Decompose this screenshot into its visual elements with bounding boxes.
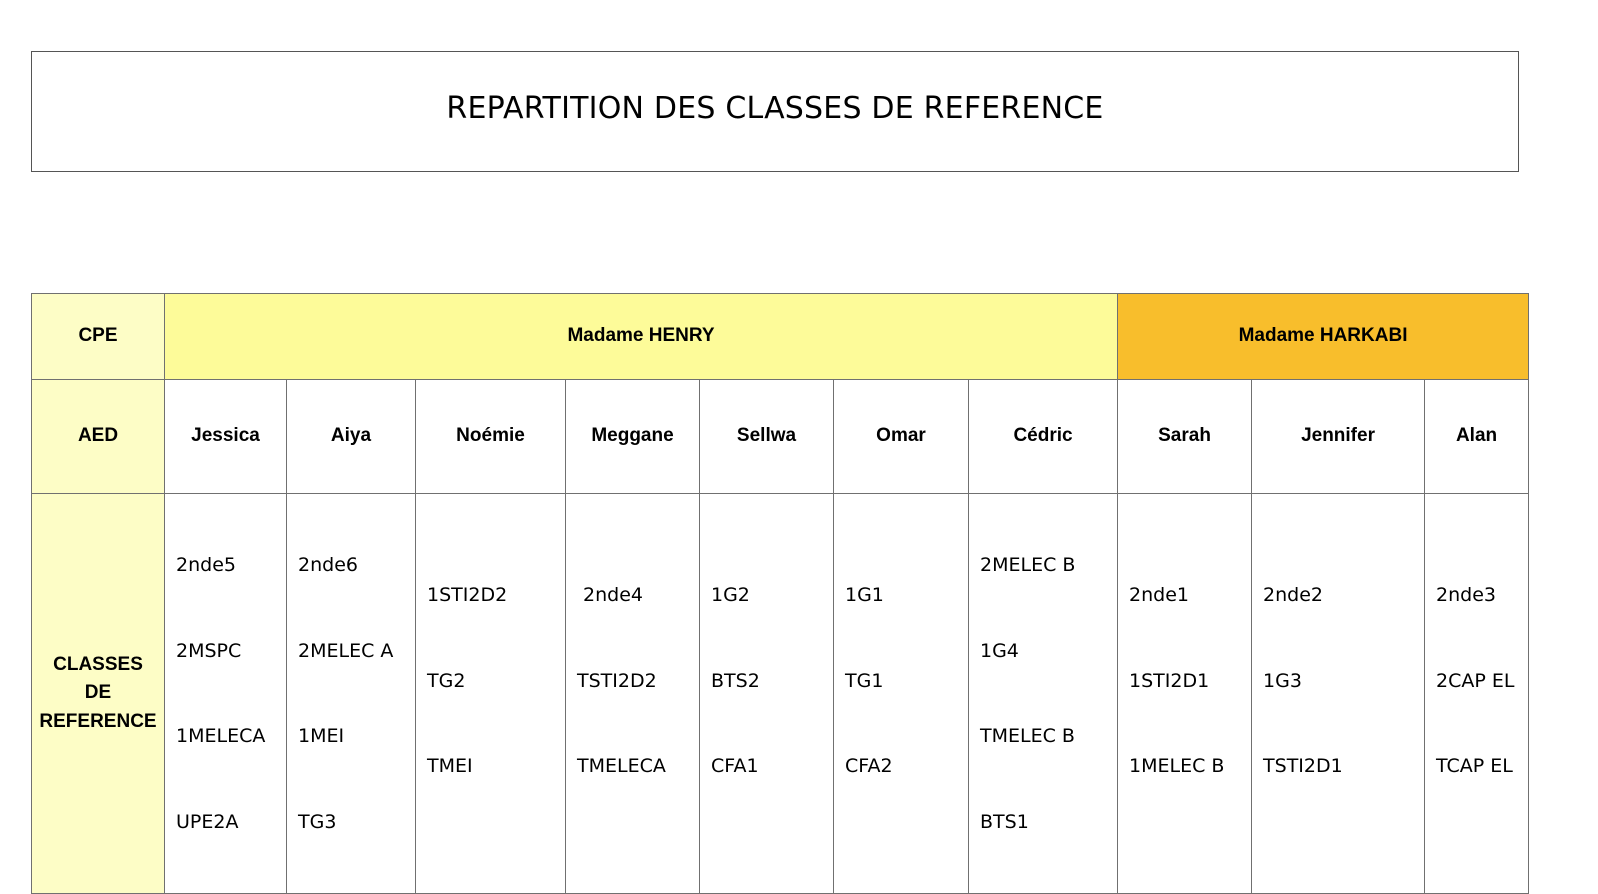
classes-label-line: REFERENCE (39, 710, 157, 732)
class-item: BTS1 (980, 810, 1029, 833)
class-item: 1MEI (298, 725, 345, 747)
title-box (31, 51, 1519, 172)
class-item: TMEI (427, 755, 473, 777)
aed-label: AED (32, 380, 165, 494)
class-item: TSTI2D2 (577, 669, 657, 692)
class-item: 2MELEC A (298, 639, 394, 662)
class-item: 2nde3 (1436, 584, 1496, 606)
aed-name: Aiya (287, 380, 416, 494)
aed-name: Noémie (416, 380, 566, 494)
classes-cell (1425, 494, 1529, 894)
class-item: 2CAP EL (1436, 669, 1515, 692)
classes-cell (416, 494, 566, 894)
aed-name: Cédric (969, 380, 1118, 494)
class-item: TG2 (427, 669, 466, 692)
aed-name: Alan (1425, 380, 1529, 494)
class-item: UPE2A (176, 810, 239, 833)
classes-cell (969, 494, 1118, 894)
class-item: TCAP EL (1436, 755, 1513, 777)
class-item: TG3 (298, 810, 337, 833)
class-item: CFA2 (845, 755, 893, 777)
class-item: 2nde6 (298, 554, 358, 576)
class-item: 2nde5 (176, 554, 236, 576)
class-item: TG1 (845, 669, 884, 692)
aed-row (32, 380, 1529, 494)
class-item: 1G4 (980, 639, 1019, 662)
aed-name: Sarah (1118, 380, 1252, 494)
class-item: 2nde2 (1263, 584, 1323, 606)
classes-cell (566, 494, 700, 894)
class-item: 2nde4 (577, 584, 644, 606)
class-item: BTS2 (711, 669, 760, 692)
classes-cell (1252, 494, 1425, 894)
class-item: 1MELEC B (1129, 755, 1225, 777)
class-item: 2MSPC (176, 639, 242, 662)
class-item: 1G1 (845, 584, 884, 606)
page-title: REPARTITION DES CLASSES DE REFERENCE (446, 91, 1104, 126)
classes-cell (287, 494, 416, 894)
classes-cell (700, 494, 834, 894)
class-item: 1STI2D2 (427, 584, 508, 606)
class-item: 2MELEC B (980, 554, 1076, 576)
classes-label-line: CLASSES (53, 653, 143, 675)
class-item: 2nde1 (1129, 584, 1189, 606)
classes-cell (165, 494, 287, 894)
aed-name: Sellwa (700, 380, 834, 494)
class-item: 1MELECA (176, 725, 266, 747)
cpe-label: CPE (32, 294, 165, 380)
class-item: 1G3 (1263, 669, 1302, 692)
classes-row (32, 494, 1529, 894)
class-item: 1G2 (711, 584, 750, 606)
classes-label (32, 494, 165, 894)
cpe-row (32, 294, 1529, 380)
aed-name: Jennifer (1252, 380, 1425, 494)
class-item: TSTI2D1 (1263, 755, 1343, 777)
classes-cell (1118, 494, 1252, 894)
classes-cell (834, 494, 969, 894)
class-item: TMELECA (577, 755, 666, 777)
classes-label-line: DE (84, 682, 112, 704)
class-item: 1STI2D1 (1129, 669, 1210, 692)
class-item: TMELEC B (980, 725, 1075, 747)
aed-name: Meggane (566, 380, 700, 494)
cpe-harkabi-cell: Madame HARKABI (1118, 294, 1529, 380)
class-item: CFA1 (711, 755, 759, 777)
cpe-henry-cell: Madame HENRY (165, 294, 1118, 380)
aed-name: Jessica (165, 380, 287, 494)
repartition-table (31, 293, 1529, 894)
aed-name: Omar (834, 380, 969, 494)
